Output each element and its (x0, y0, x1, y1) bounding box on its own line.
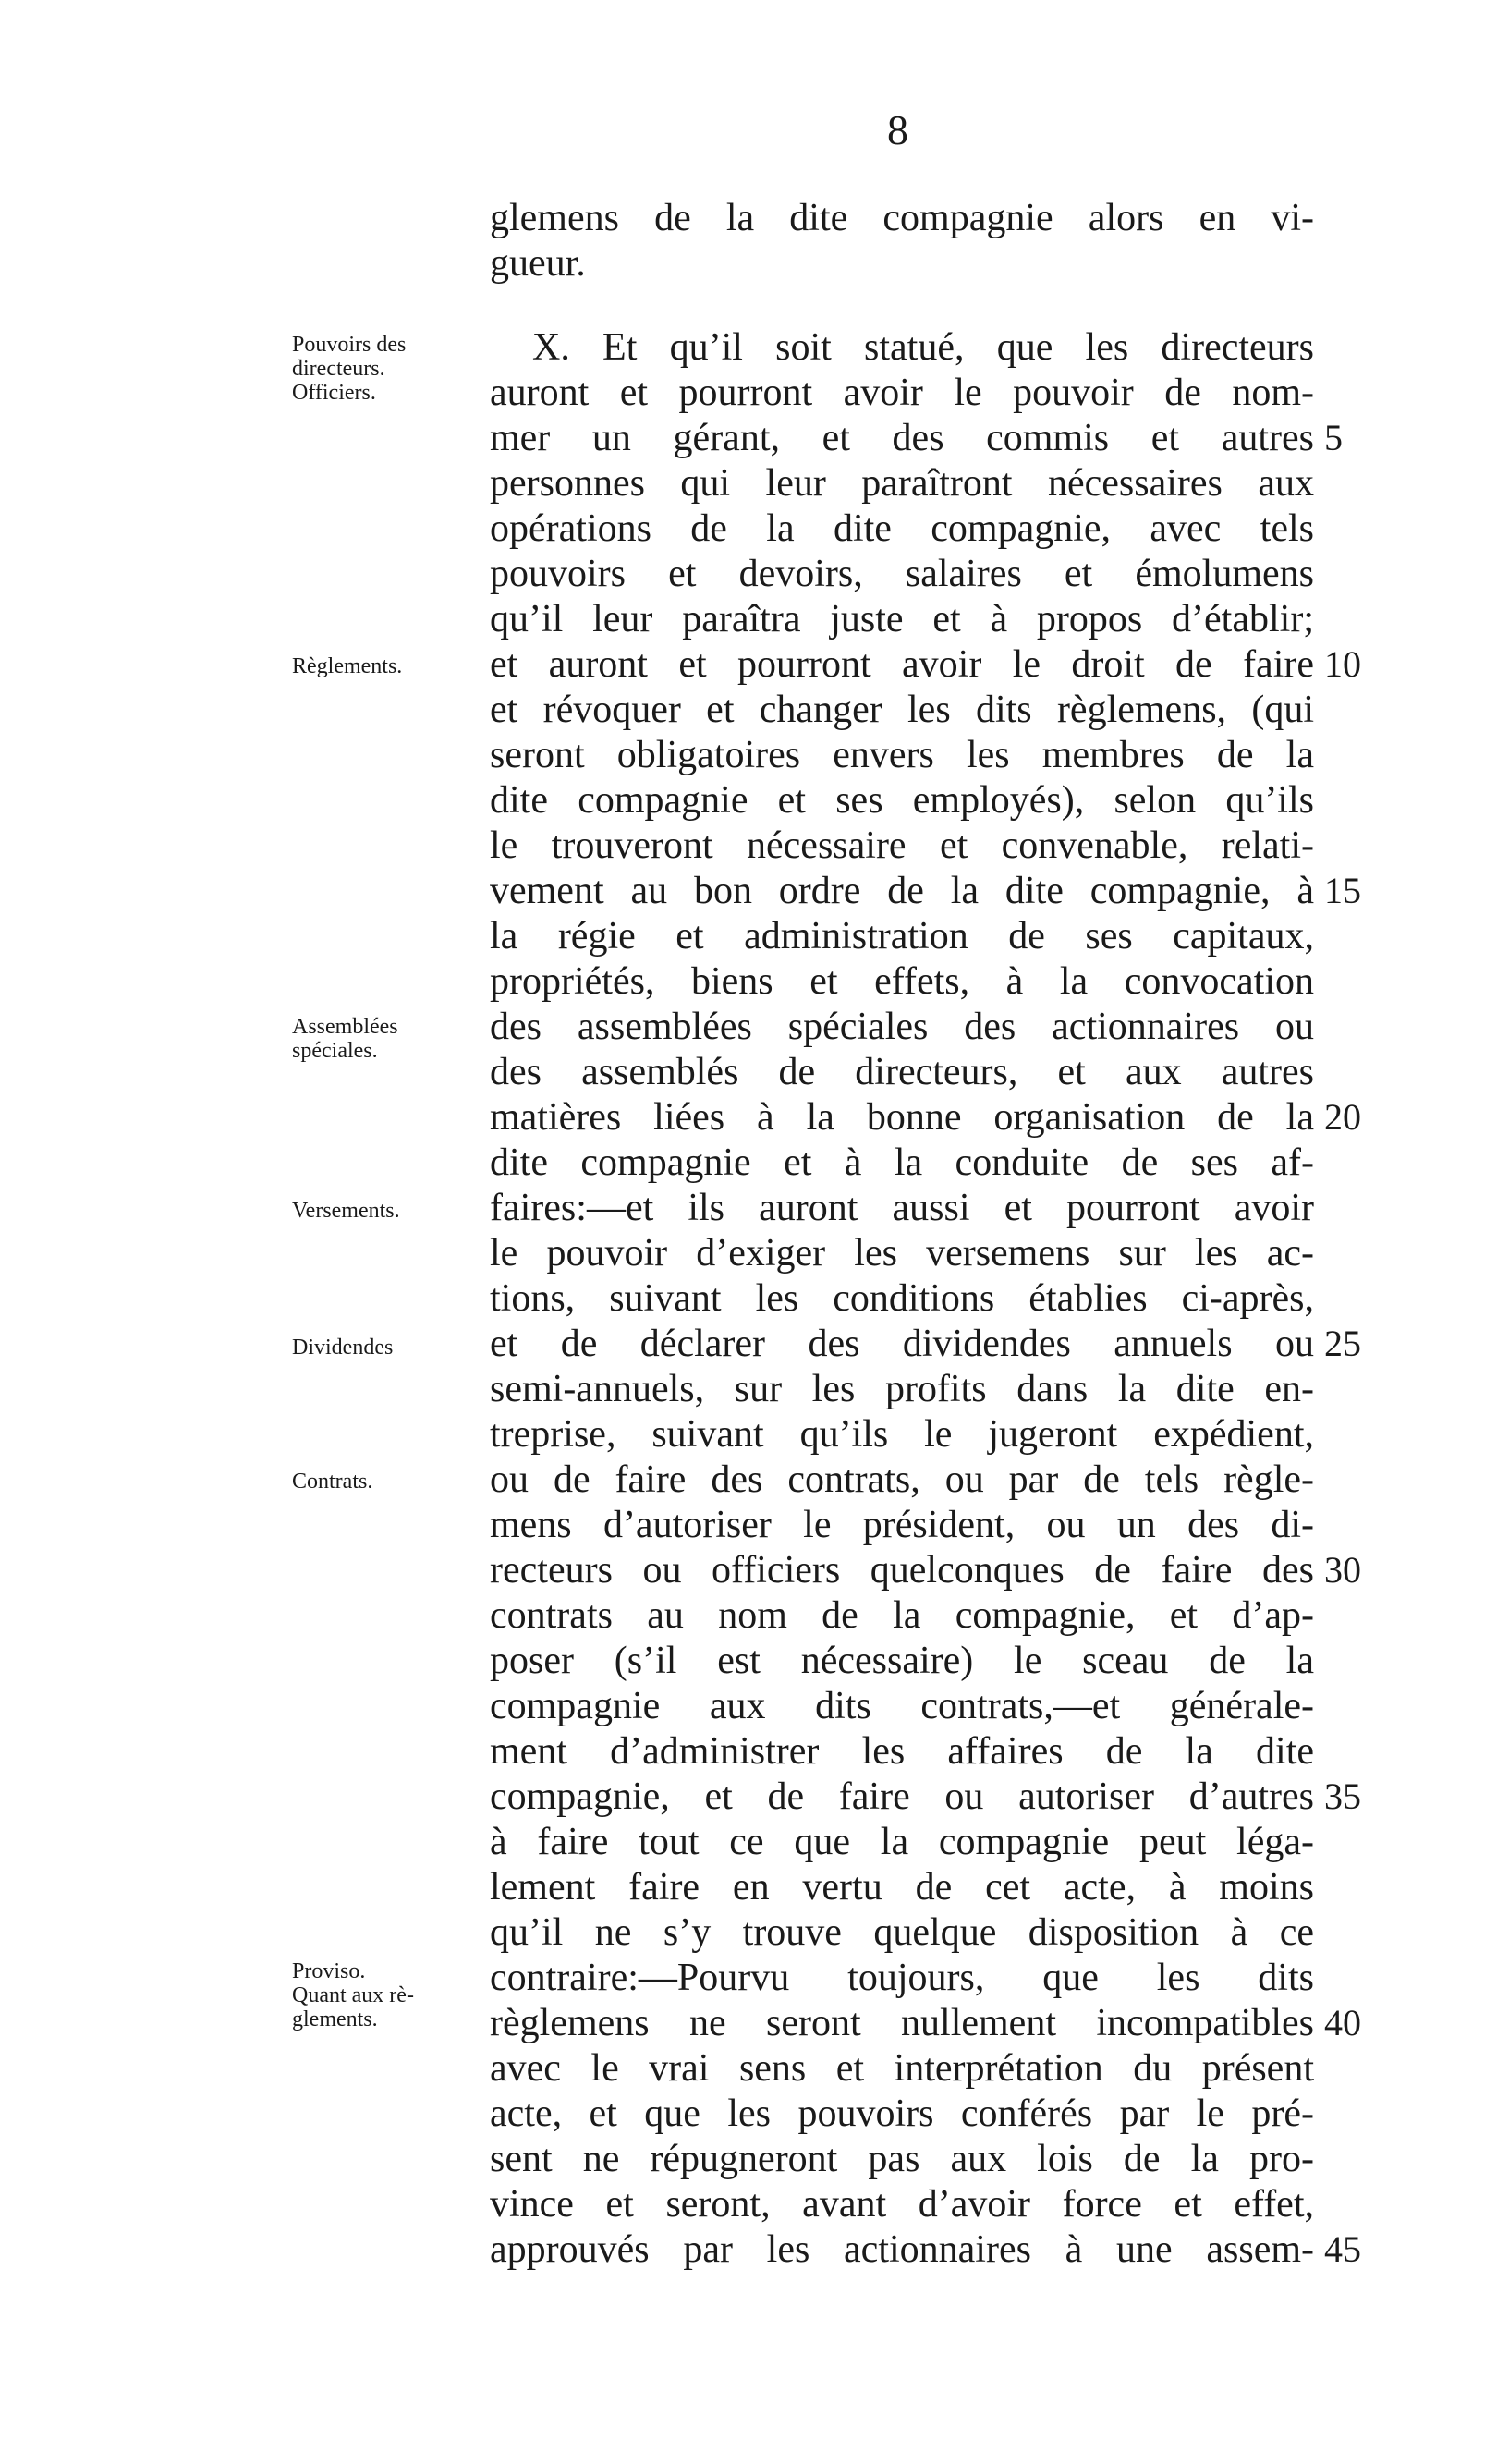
line-number: 45 (1324, 2228, 1361, 2270)
text-line: et révoquer et changer les dits règlemens, (qui (490, 689, 1314, 731)
text-line: lement faire en vertu de cet acte, à moins (490, 1866, 1314, 1909)
text-line: compagnie aux dits contrats,—et générale- (490, 1685, 1314, 1727)
line-number: 15 (1324, 870, 1361, 911)
text-line: faires:—et ils auront aussi et pourront avoir (490, 1187, 1314, 1229)
margin-note: Versements. (292, 1199, 400, 1223)
text-line: semi-annuels, sur les profits dans la dite en- (490, 1368, 1314, 1410)
margin-note: Contrats. (292, 1470, 373, 1494)
text-line: vince et seront, avant d’avoir force et effet, (490, 2183, 1314, 2226)
text-line: compagnie, et de faire ou autoriser d’autres (490, 1775, 1314, 1818)
margin-note: Pouvoirs des directeurs. Officiers. (292, 333, 407, 405)
text-line: glemens de la dite compagnie alors en vi- (490, 197, 1314, 239)
text-line: des assemblés de directeurs, et aux autres (490, 1051, 1314, 1093)
text-line: dite compagnie et à la conduite de ses af- (490, 1141, 1314, 1184)
text-line: tions, suivant les conditions établies ci-après, (490, 1277, 1314, 1320)
text-line: qu’il leur paraîtra juste et à propos d’établir; (490, 598, 1314, 640)
text-line: le trouveront nécessaire et convenable, relati- (490, 824, 1314, 867)
text-line: contraire:—Pourvu toujours, que les dits (490, 1957, 1314, 1999)
text-line: propriétés, biens et effets, à la convocation (490, 960, 1314, 1003)
text-line: opérations de la dite compagnie, avec tels (490, 507, 1314, 550)
line-number: 40 (1324, 2002, 1361, 2043)
text-line: dite compagnie et ses employés), selon qu’ils (490, 779, 1314, 822)
text-line: la régie et administration de ses capitaux, (490, 915, 1314, 958)
margin-note: Règlements. (292, 654, 403, 678)
line-number: 35 (1324, 1775, 1361, 1817)
text-line: qu’il ne s’y trouve quelque disposition à ce (490, 1911, 1314, 1954)
text-line: pouvoirs et devoirs, salaires et émolumens (490, 553, 1314, 595)
line-number: 5 (1324, 417, 1343, 458)
margin-note: Assemblées spéciales. (292, 1015, 398, 1063)
text-line: le pouvoir d’exiger les versemens sur les ac- (490, 1232, 1314, 1275)
text-line: treprise, suivant qu’ils le jugeront expédient, (490, 1413, 1314, 1456)
text-line: vement au bon ordre de la dite compagnie, à (490, 870, 1314, 912)
text-line: poser (s’il est nécessaire) le sceau de la (490, 1640, 1314, 1682)
text-line: à faire tout ce que la compagnie peut léga- (490, 1821, 1314, 1863)
text-line: sent ne répugneront pas aux lois de la pro- (490, 2138, 1314, 2180)
line-number: 20 (1324, 1096, 1361, 1138)
text-line: et auront et pourront avoir le droit de faire (490, 643, 1314, 686)
text-line: acte, et que les pouvoirs conférés par le pré- (490, 2092, 1314, 2135)
text-line: ment d’administrer les affaires de la dite (490, 1730, 1314, 1773)
text-line: mer un gérant, et des commis et autres (490, 417, 1314, 459)
margin-note: Dividendes (292, 1336, 394, 1360)
page-number: 8 (887, 106, 908, 153)
text-line: gueur. (490, 242, 586, 285)
text-line: règlemens ne seront nullement incompatibles (490, 2002, 1314, 2044)
text-line: recteurs ou officiers quelconques de faire des (490, 1549, 1314, 1592)
line-number: 10 (1324, 643, 1361, 685)
line-number: 25 (1324, 1323, 1361, 1364)
text-line: seront obligatoires envers les membres de la (490, 734, 1314, 776)
text-line: avec le vrai sens et interprétation du présent (490, 2047, 1314, 2090)
text-line: auront et pourront avoir le pouvoir de nom- (490, 372, 1314, 414)
text-line: des assemblées spéciales des actionnaires ou (490, 1006, 1314, 1048)
text-line: et de déclarer des dividendes annuels ou (490, 1323, 1314, 1365)
text-line: ou de faire des contrats, ou par de tels règle- (490, 1458, 1314, 1501)
text-line: personnes qui leur paraîtront nécessaires aux (490, 462, 1314, 505)
text-line: matières liées à la bonne organisation de la (490, 1096, 1314, 1139)
line-number: 30 (1324, 1549, 1361, 1591)
text-line: X. Et qu’il soit statué, que les directeurs (532, 326, 1314, 369)
text-line: approuvés par les actionnaires à une assem- (490, 2228, 1314, 2271)
text-line: contrats au nom de la compagnie, et d’ap- (490, 1594, 1314, 1637)
margin-note: Proviso. Quant aux rè- glements. (292, 1959, 414, 2031)
text-line: mens d’autoriser le président, ou un des di- (490, 1504, 1314, 1546)
